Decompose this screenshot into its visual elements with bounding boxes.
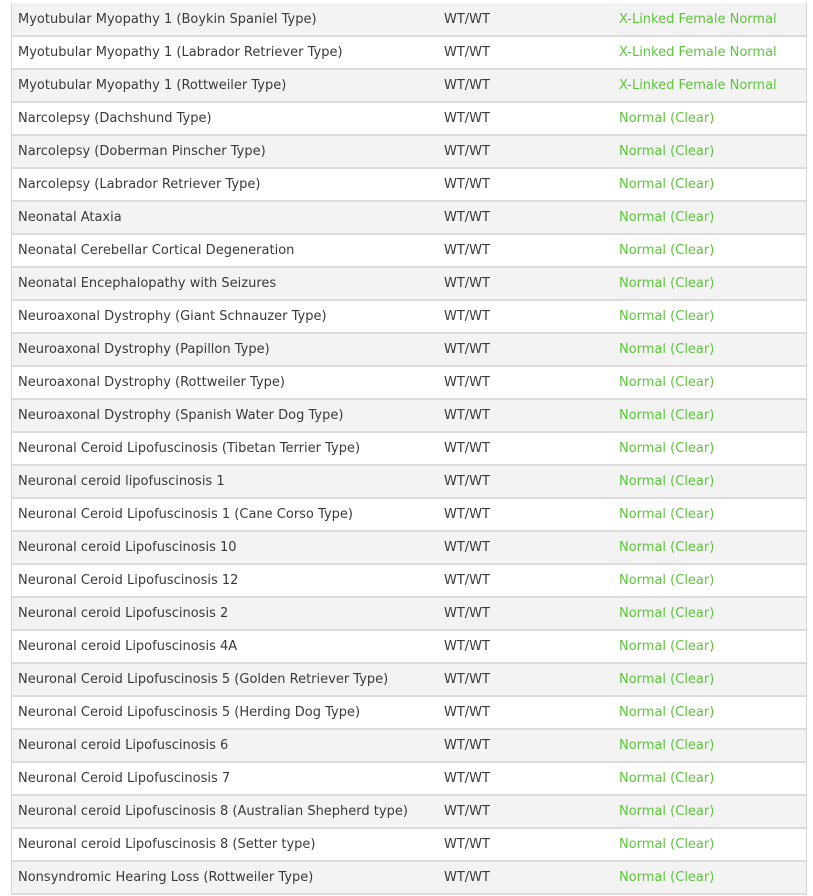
table-row xyxy=(12,762,806,795)
table-row xyxy=(12,168,806,201)
genotype-cell: WT/WT xyxy=(438,69,613,102)
result-cell: Normal (Clear) xyxy=(613,399,806,432)
result-cell: Normal (Clear) xyxy=(613,531,806,564)
result-cell: Normal (Clear) xyxy=(613,795,806,828)
result-cell: Normal (Clear) xyxy=(613,762,806,795)
test-name-cell: Neuronal ceroid Lipofuscinosis 2 xyxy=(12,597,438,630)
table-row xyxy=(12,267,806,300)
table-row xyxy=(12,564,806,597)
genotype-cell: WT/WT xyxy=(438,201,613,234)
genotype-cell: WT/WT xyxy=(438,267,613,300)
test-name-cell: Nonsyndromic Hearing Loss (Rottweiler Type) xyxy=(12,861,438,894)
test-name-cell: Myotubular Myopathy 1 (Labrador Retriever Type) xyxy=(12,36,438,69)
genotype-cell: WT/WT xyxy=(438,234,613,267)
test-name-cell: Neuronal Ceroid Lipofuscinosis 7 xyxy=(12,762,438,795)
table-row xyxy=(12,531,806,564)
table-row xyxy=(12,828,806,861)
test-name-cell: Neuroaxonal Dystrophy (Rottweiler Type) xyxy=(12,366,438,399)
table-row xyxy=(12,69,806,102)
table-row xyxy=(12,135,806,168)
result-cell: Normal (Clear) xyxy=(613,135,806,168)
genotype-cell: WT/WT xyxy=(438,795,613,828)
genotype-cell: WT/WT xyxy=(438,333,613,366)
table-row xyxy=(12,861,806,894)
test-name-cell: Narcolepsy (Doberman Pinscher Type) xyxy=(12,135,438,168)
table-row xyxy=(12,366,806,399)
table-row xyxy=(12,696,806,729)
test-name-cell: Neonatal Cerebellar Cortical Degeneration xyxy=(12,234,438,267)
table-row xyxy=(12,432,806,465)
result-cell: X-Linked Female Normal xyxy=(613,69,806,102)
test-name-cell: Myotubular Myopathy 1 (Rottweiler Type) xyxy=(12,69,438,102)
genotype-cell: WT/WT xyxy=(438,102,613,135)
test-name-cell: Neuroaxonal Dystrophy (Giant Schnauzer Type) xyxy=(12,300,438,333)
genotype-cell: WT/WT xyxy=(438,663,613,696)
genotype-cell: WT/WT xyxy=(438,366,613,399)
genotype-cell: WT/WT xyxy=(438,36,613,69)
genotype-cell: WT/WT xyxy=(438,135,613,168)
genotype-cell: WT/WT xyxy=(438,3,613,36)
result-cell: Normal (Clear) xyxy=(613,300,806,333)
test-name-cell: Neuronal ceroid lipofuscinosis 1 xyxy=(12,465,438,498)
result-cell: Normal (Clear) xyxy=(613,498,806,531)
result-cell: Normal (Clear) xyxy=(613,663,806,696)
test-name-cell: Neuroaxonal Dystrophy (Papillon Type) xyxy=(12,333,438,366)
results-table-body xyxy=(12,3,806,894)
result-cell: Normal (Clear) xyxy=(613,465,806,498)
result-cell: Normal (Clear) xyxy=(613,432,806,465)
genotype-cell: WT/WT xyxy=(438,531,613,564)
test-name-cell: Neuronal Ceroid Lipofuscinosis 5 (Herding Dog Type) xyxy=(12,696,438,729)
genetic-results-table xyxy=(11,3,807,895)
result-cell: Normal (Clear) xyxy=(613,201,806,234)
genotype-cell: WT/WT xyxy=(438,729,613,762)
test-name-cell: Neuronal ceroid Lipofuscinosis 6 xyxy=(12,729,438,762)
genotype-cell: WT/WT xyxy=(438,630,613,663)
test-name-cell: Myotubular Myopathy 1 (Boykin Spaniel Type) xyxy=(12,3,438,36)
genotype-cell: WT/WT xyxy=(438,861,613,894)
test-name-cell: Neonatal Encephalopathy with Seizures xyxy=(12,267,438,300)
genotype-cell: WT/WT xyxy=(438,828,613,861)
result-cell: Normal (Clear) xyxy=(613,861,806,894)
genotype-cell: WT/WT xyxy=(438,432,613,465)
table-row xyxy=(12,465,806,498)
result-cell: Normal (Clear) xyxy=(613,267,806,300)
test-name-cell: Neuroaxonal Dystrophy (Spanish Water Dog Type) xyxy=(12,399,438,432)
result-cell: Normal (Clear) xyxy=(613,333,806,366)
table-row xyxy=(12,3,806,36)
genotype-cell: WT/WT xyxy=(438,399,613,432)
result-cell: Normal (Clear) xyxy=(613,630,806,663)
test-name-cell: Neuronal ceroid Lipofuscinosis 8 (Setter type) xyxy=(12,828,438,861)
result-cell: Normal (Clear) xyxy=(613,828,806,861)
test-name-cell: Neonatal Ataxia xyxy=(12,201,438,234)
table-row xyxy=(12,36,806,69)
test-name-cell: Narcolepsy (Labrador Retriever Type) xyxy=(12,168,438,201)
genotype-cell: WT/WT xyxy=(438,168,613,201)
table-row xyxy=(12,795,806,828)
table-row xyxy=(12,498,806,531)
genotype-cell: WT/WT xyxy=(438,696,613,729)
result-cell: Normal (Clear) xyxy=(613,597,806,630)
test-name-cell: Neuronal Ceroid Lipofuscinosis 1 (Cane Corso Type) xyxy=(12,498,438,531)
test-name-cell: Neuronal ceroid Lipofuscinosis 8 (Australian Shepherd type) xyxy=(12,795,438,828)
result-cell: Normal (Clear) xyxy=(613,234,806,267)
test-name-cell: Neuronal Ceroid Lipofuscinosis (Tibetan Terrier Type) xyxy=(12,432,438,465)
result-cell: Normal (Clear) xyxy=(613,168,806,201)
table-row xyxy=(12,234,806,267)
genotype-cell: WT/WT xyxy=(438,564,613,597)
test-name-cell: Neuronal Ceroid Lipofuscinosis 12 xyxy=(12,564,438,597)
table-row xyxy=(12,729,806,762)
result-cell: Normal (Clear) xyxy=(613,696,806,729)
genotype-cell: WT/WT xyxy=(438,762,613,795)
result-cell: Normal (Clear) xyxy=(613,729,806,762)
test-name-cell: Neuronal Ceroid Lipofuscinosis 5 (Golden Retriever Type) xyxy=(12,663,438,696)
results-table xyxy=(12,3,806,895)
test-name-cell: Neuronal ceroid Lipofuscinosis 4A xyxy=(12,630,438,663)
result-cell: X-Linked Female Normal xyxy=(613,3,806,36)
table-row xyxy=(12,300,806,333)
result-cell: Normal (Clear) xyxy=(613,102,806,135)
genotype-cell: WT/WT xyxy=(438,300,613,333)
result-cell: Normal (Clear) xyxy=(613,366,806,399)
result-cell: Normal (Clear) xyxy=(613,564,806,597)
table-row xyxy=(12,102,806,135)
genotype-cell: WT/WT xyxy=(438,465,613,498)
test-name-cell: Narcolepsy (Dachshund Type) xyxy=(12,102,438,135)
test-name-cell: Neuronal ceroid Lipofuscinosis 10 xyxy=(12,531,438,564)
result-cell: X-Linked Female Normal xyxy=(613,36,806,69)
genotype-cell: WT/WT xyxy=(438,498,613,531)
table-row xyxy=(12,399,806,432)
table-row xyxy=(12,630,806,663)
table-row xyxy=(12,333,806,366)
table-row xyxy=(12,597,806,630)
table-row xyxy=(12,201,806,234)
genotype-cell: WT/WT xyxy=(438,597,613,630)
table-row xyxy=(12,663,806,696)
